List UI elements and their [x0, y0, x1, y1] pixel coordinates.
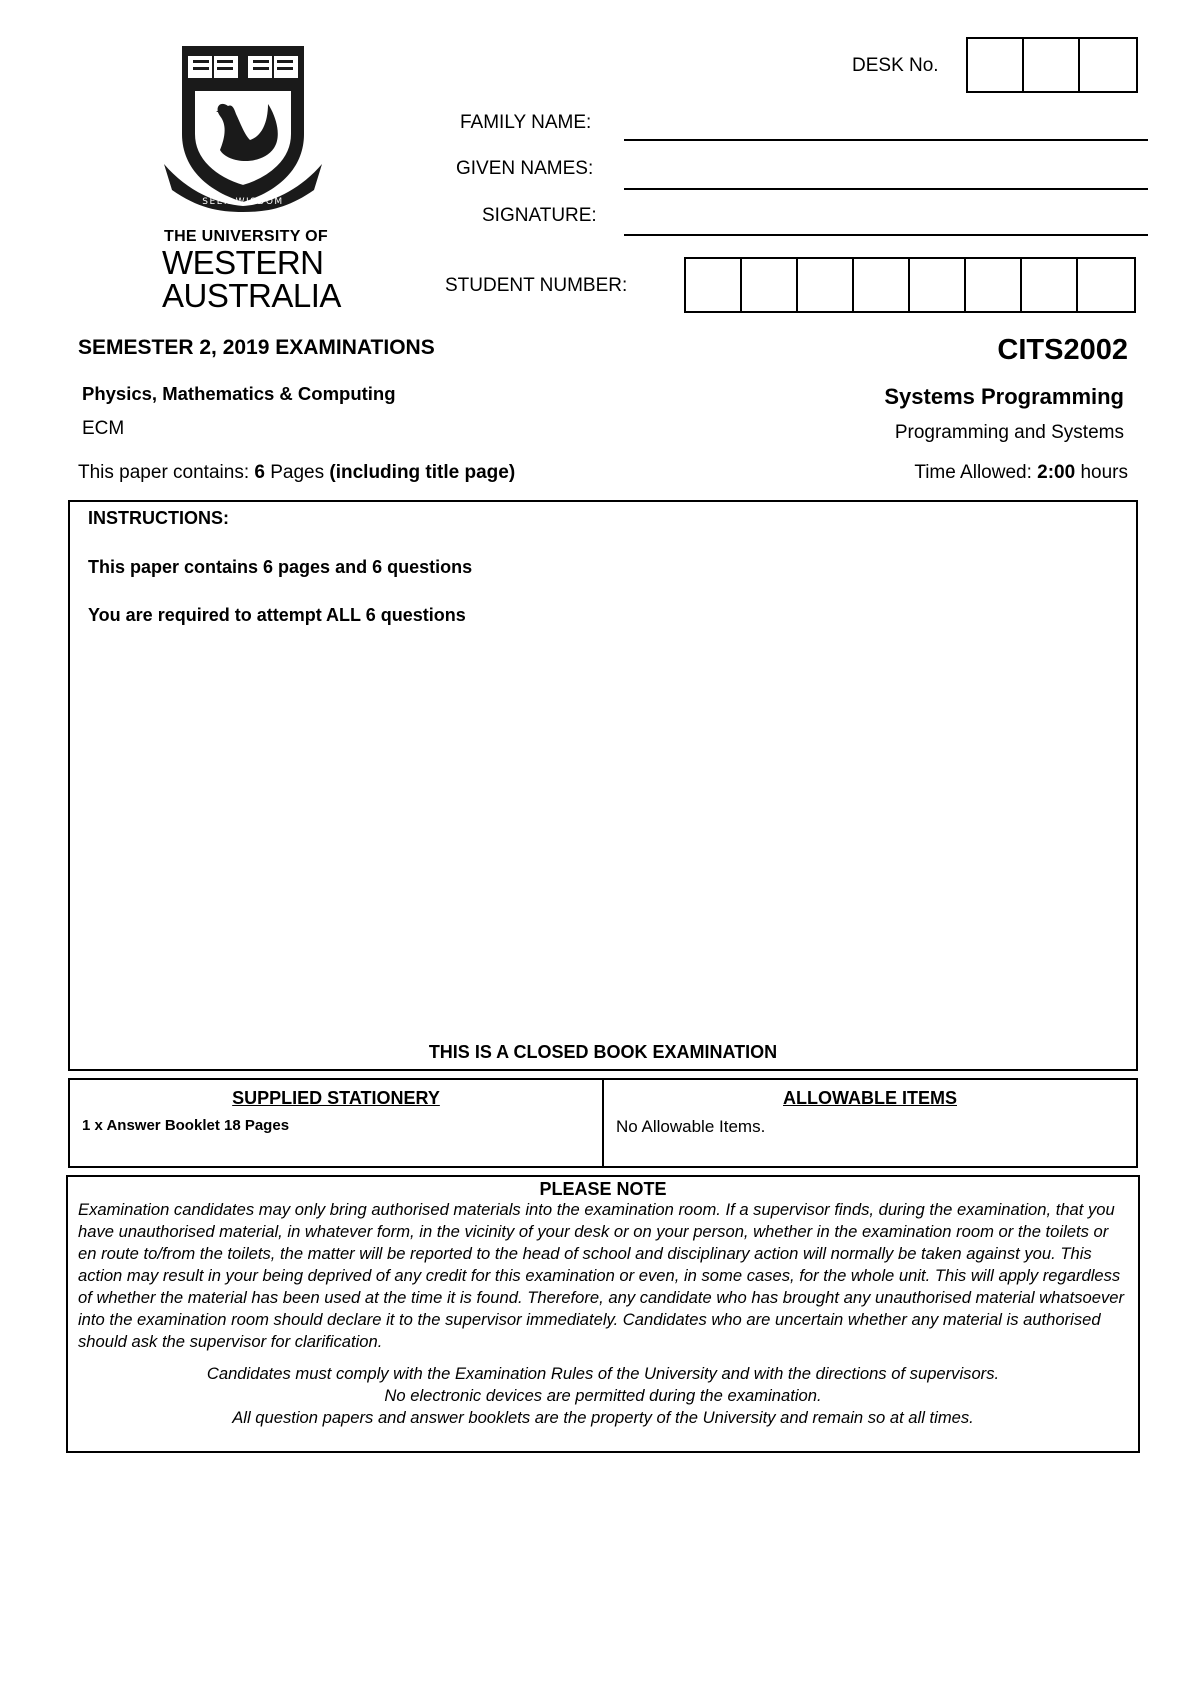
- instructions-box: [68, 500, 1138, 1071]
- please-note-box: [66, 1175, 1140, 1453]
- family-name-label: FAMILY NAME:: [460, 112, 592, 133]
- time-prefix: Time Allowed:: [914, 462, 1032, 483]
- desk-number-cell[interactable]: [968, 39, 1024, 91]
- desk-number-label: DESK No.: [852, 55, 939, 76]
- given-names-field[interactable]: [624, 188, 1148, 190]
- please-note-property: All question papers and answer booklets are the property of the University and remain so at all times.: [232, 1408, 974, 1427]
- student-number-cell[interactable]: [854, 259, 910, 311]
- pages-word: Pages: [270, 462, 325, 483]
- logo-line2: WESTERN: [162, 244, 324, 281]
- closed-book-notice: THIS IS A CLOSED BOOK EXAMINATION: [428, 1042, 778, 1062]
- instructions-title: INSTRUCTIONS:: [88, 508, 229, 528]
- please-note-body: Examination candidates may only bring authorised materials into the examination room. If a supervisor finds, during the examination, that you have unauthorised material, in whatever form, in the vicinity of your desk or on your person, whether in the examination room or the toilets or en route to/from the toilets, the matter will be reported to the head of school and disciplinary action will normally be taken against you. This action may result in your being deprived of any credit for this examination or even, in some cases, for the whole unit. This will apply regardless of whether the material has been used at the time it is found. Therefore, any candidate who has brought any unauthorised material whatsoever into the examination room should declare it to the supervisor immediately. Candidates who are uncertain whether any material is authorised should ask the supervisor for clarification.: [78, 1200, 1125, 1351]
- pages-count: 6: [254, 462, 265, 483]
- unit-subtitle: Programming and Systems: [894, 422, 1124, 443]
- instructions-line-1: This paper contains 6 pages and 6 questions: [88, 557, 473, 577]
- supplied-stationery-column: [70, 1080, 602, 1166]
- desk-number-cell[interactable]: [1080, 39, 1136, 91]
- allowable-items-heading: ALLOWABLE ITEMS: [783, 1088, 957, 1108]
- time-allowed: [914, 462, 1128, 484]
- university-crest-icon: [158, 42, 328, 212]
- unit-code: CITS2002: [997, 334, 1128, 366]
- pages-prefix: This paper contains:: [78, 462, 250, 483]
- student-number-cell[interactable]: [966, 259, 1022, 311]
- allowable-items-item: No Allowable Items.: [616, 1117, 766, 1136]
- please-note-rules: Candidates must comply with the Examination Rules of the University and with the directions of supervisors.: [206, 1364, 1000, 1383]
- semester-title: SEMESTER 2, 2019 EXAMINATIONS: [78, 336, 435, 359]
- please-note-devices: No electronic devices are permitted during the examination.: [384, 1386, 822, 1405]
- family-name-field[interactable]: [624, 139, 1148, 141]
- pages-info: [78, 462, 515, 484]
- desk-number-cell[interactable]: [1024, 39, 1080, 91]
- school-name: Physics, Mathematics & Computing: [82, 383, 396, 404]
- university-logo: [158, 42, 341, 314]
- student-number-cell[interactable]: [686, 259, 742, 311]
- time-value: 2:00: [1037, 462, 1076, 483]
- logo-line1: THE UNIVERSITY OF: [164, 228, 328, 245]
- time-unit: hours: [1080, 462, 1128, 483]
- student-number-cell[interactable]: [742, 259, 798, 311]
- faculty-code: ECM: [82, 418, 125, 439]
- supplied-stationery-item: 1 x Answer Booklet 18 Pages: [82, 1117, 290, 1134]
- unit-name: Systems Programming: [884, 384, 1124, 409]
- allowable-items-column: [602, 1080, 1136, 1166]
- student-number-boxes[interactable]: [684, 257, 1136, 313]
- instructions-line-2: You are required to attempt ALL 6 questions: [88, 605, 466, 625]
- student-number-cell[interactable]: [1022, 259, 1078, 311]
- please-note-heading: PLEASE NOTE: [539, 1179, 667, 1199]
- desk-number-boxes[interactable]: [966, 37, 1138, 93]
- logo-motto: SEEK WISDOM: [202, 197, 284, 207]
- given-names-label: GIVEN NAMES:: [456, 158, 594, 179]
- student-number-label: STUDENT NUMBER:: [445, 275, 628, 296]
- signature-field[interactable]: [624, 234, 1148, 236]
- logo-line3: AUSTRALIA: [162, 277, 341, 314]
- stationery-table: [68, 1078, 1138, 1168]
- pages-suffix: (including title page): [329, 462, 516, 483]
- student-number-cell[interactable]: [798, 259, 854, 311]
- student-number-cell[interactable]: [1078, 259, 1134, 311]
- signature-label: SIGNATURE:: [482, 205, 597, 226]
- student-number-cell[interactable]: [910, 259, 966, 311]
- supplied-stationery-heading: SUPPLIED STATIONERY: [232, 1088, 440, 1108]
